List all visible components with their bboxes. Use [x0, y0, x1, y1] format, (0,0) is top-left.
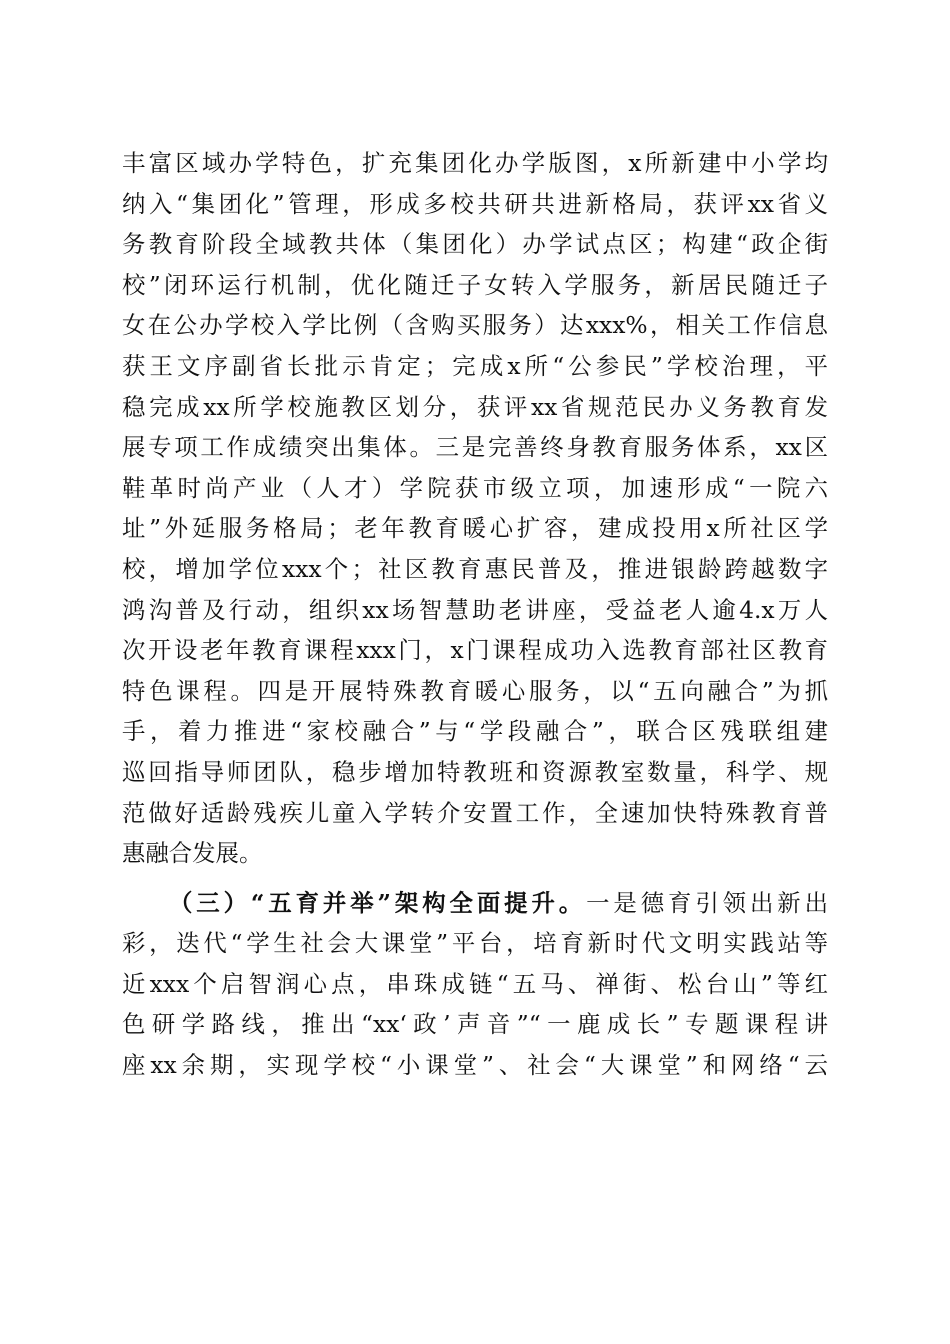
- text-line: 座xx余期，实现学校“小课堂”、社会“大课堂”和网络“云: [122, 1051, 828, 1080]
- text-line: 手，着力推进“家校融合”与“学段融合”，联合区残联组建: [122, 717, 828, 746]
- paragraph-gap: [122, 874, 828, 883]
- text-line: 纳入“集团化”管理，形成多校共研共进新格局，获评xx省义: [122, 189, 828, 218]
- text-line: 色研学路线，推出“xx‘政’声音”“一鹿成长”专题课程讲: [122, 1010, 828, 1039]
- body-text: [122, 143, 828, 1086]
- text-line: 特色课程。四是开展特殊教育暖心服务，以“五向融合”为抓: [122, 676, 828, 705]
- text-line: 巡回指导师团队，稳步增加特教班和资源教室数量，科学、规: [122, 757, 828, 786]
- text-line: 女在公办学校入学比例（含购买服务）达xxx%，相关工作信息: [122, 311, 828, 340]
- text-line: 丰富区域办学特色，扩充集团化办学版图，x所新建中小学均: [122, 149, 828, 177]
- text-line: 范做好适龄残疾儿童入学转介安置工作，全速加快特殊教育普: [122, 798, 828, 827]
- text-line: 址”外延服务格局；老年教育暖心扩容，建成投用x所社区学: [122, 514, 828, 543]
- text-line: 展专项工作成绩突出集体。三是完善终身教育服务体系，xx区: [122, 433, 828, 462]
- heading-line-rest: 一是德育引领出新出: [586, 888, 828, 917]
- text-line: 次开设老年教育课程xxx门，x门课程成功入选教育部社区教育: [122, 636, 828, 665]
- text-line: 获王文序副省长批示肯定；完成x所“公参民”学校治理，平: [122, 351, 828, 380]
- text-line: 校”闭环运行机制，优化随迁子女转入学服务，新居民随迁子: [122, 270, 828, 299]
- text-line: 务教育阶段全域教共体（集团化）办学试点区；构建“政企街: [122, 230, 828, 259]
- text-line: 近xxx个启智润心点，串珠成链“五马、禅街、松台山”等红: [122, 969, 828, 998]
- text-line: 惠融合发展。: [122, 839, 263, 868]
- text-line: 稳完成xx所学校施教区划分，获评xx省规范民办义务教育发: [122, 392, 828, 421]
- text-line: 鞋革时尚产业（人才）学院获市级立项，加速形成“一院六: [122, 473, 828, 502]
- section-heading: （三）“五育并举”架构全面提升。: [169, 888, 587, 917]
- text-line: 彩，迭代“学生社会大课堂”平台，培育新时代文明实践站等: [122, 929, 828, 958]
- section-heading-line: [122, 883, 828, 924]
- text-line: 鸿沟普及行动，组织xx场智慧助老讲座，受益老人逾4.x万人: [122, 595, 828, 624]
- text-line: 校，增加学位xxx个；社区教育惠民普及，推进银龄跨越数字: [122, 554, 828, 583]
